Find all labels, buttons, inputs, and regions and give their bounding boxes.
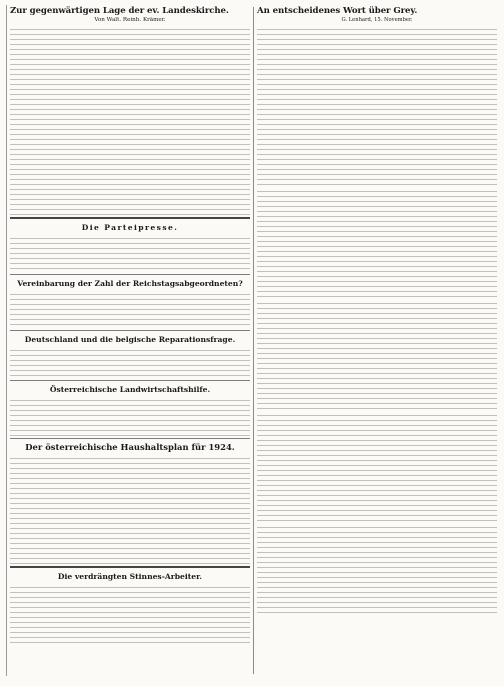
section-divider xyxy=(10,380,250,381)
article-body xyxy=(10,25,250,215)
left-column xyxy=(10,5,250,676)
section-title-reichstag: Vereinbarung der Zahl der Reichstagsabgeordneten? xyxy=(17,279,243,288)
right-column xyxy=(257,5,497,676)
section-title-landwirtschaft: Österreichische Landwirtschaftshilfe. xyxy=(49,385,211,394)
article-body-grey-4 xyxy=(257,411,497,521)
article-body-grey-2 xyxy=(257,187,497,297)
section-title-stinnes: Die verdrängten Stinnes-Arbeiter. xyxy=(57,572,203,581)
section-title-haushaltsplan: Der österreichische Haushaltsplan für 1924. xyxy=(25,442,235,452)
article-byline-grey: G. Lenhard, 15. November. xyxy=(341,17,413,23)
section-body-landwirtschaft xyxy=(10,396,250,436)
column-divider xyxy=(253,7,254,674)
section-divider xyxy=(10,566,250,568)
section-divider xyxy=(10,217,250,219)
section-body-reparation xyxy=(10,346,250,378)
section-body-reichstag xyxy=(10,290,250,328)
newspaper-page xyxy=(6,5,498,676)
section-divider xyxy=(10,330,250,331)
section-divider xyxy=(10,438,250,439)
article-headline: Zur gegenwärtigen Lage der ev. Landeskirche. xyxy=(10,6,229,16)
article-body-grey-5 xyxy=(257,523,497,613)
section-body-stinnes xyxy=(10,583,250,643)
section-body-parteipresse xyxy=(10,234,250,272)
article-body-grey-1 xyxy=(257,25,497,185)
article-headline-grey: An entscheidenes Wort über Grey. xyxy=(257,6,418,16)
article-body-grey-3 xyxy=(257,299,497,409)
section-title-parteipresse: Die Parteipresse. xyxy=(81,223,179,232)
section-body-haushaltsplan xyxy=(10,454,250,564)
section-divider xyxy=(10,274,250,275)
article-byline: Von Walt. Reinh. Krämer. xyxy=(94,17,166,23)
section-title-reparation: Deutschland und die belgische Reparationsfrage. xyxy=(24,335,236,344)
